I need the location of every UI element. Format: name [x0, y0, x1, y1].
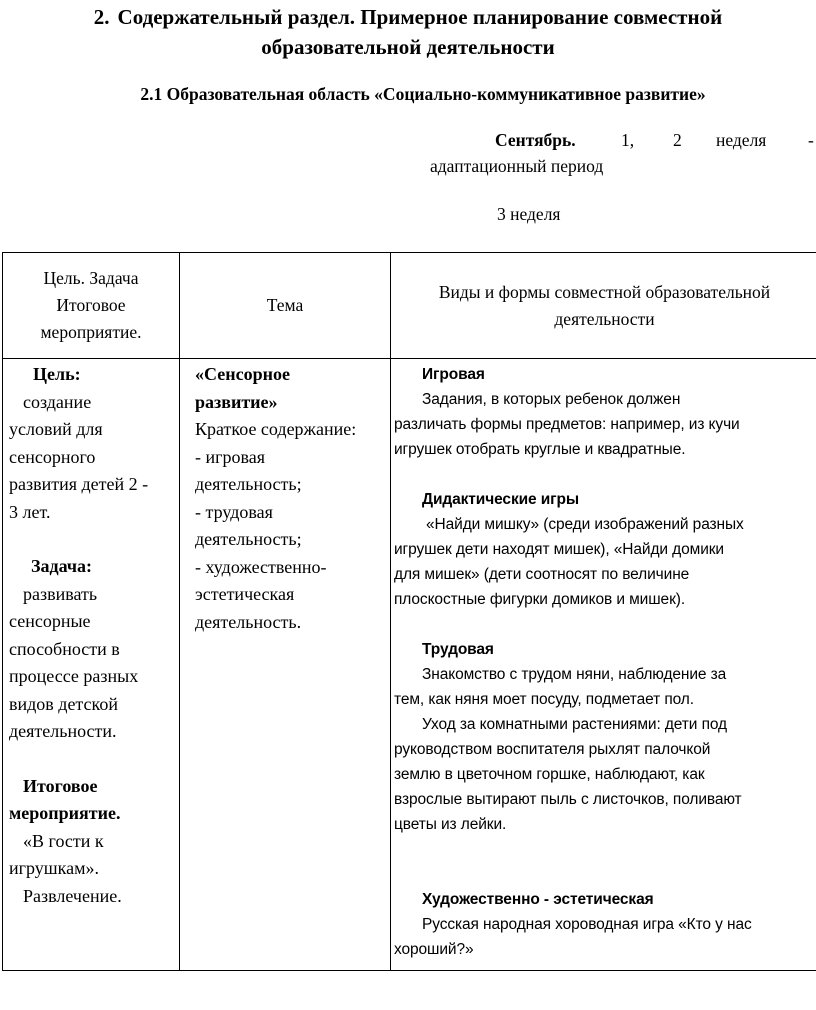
task-line: способности в	[9, 638, 120, 659]
labor-line: взрослые вытирают пыль с листочков, поливают	[394, 791, 742, 808]
table-row	[3, 359, 816, 971]
game-line: игрушек отобрать круглые и квадратные.	[394, 441, 686, 458]
period-week-word: неделя	[716, 130, 767, 150]
game-line: различать формы предметов: например, из кучи	[394, 416, 740, 433]
didactic-line: плоскостные фигурки домиков и мишек).	[394, 591, 686, 608]
art-line: хороший?»	[394, 941, 474, 958]
heading-number: 2.	[93, 5, 110, 29]
goal-line: 3 лет.	[9, 501, 51, 522]
header-col3-line1: Виды и формы совместной образовательной	[438, 281, 771, 302]
theme-line: деятельность.	[195, 611, 302, 632]
goal-line: создание	[23, 391, 92, 412]
header-activity-forms	[391, 253, 816, 359]
week-3-label: 3 неделя	[497, 204, 561, 224]
labor-line: руководством воспитателя рыхлят палочкой	[394, 741, 711, 758]
labor-line: цветы из лейки.	[394, 816, 507, 833]
header-col1-line2: Итоговое	[56, 295, 126, 315]
header-col2-text: Тема	[266, 295, 304, 316]
activity-forms-cell	[391, 359, 816, 971]
task-line: деятельности.	[9, 721, 117, 741]
task-line: процессе разных	[9, 666, 139, 686]
goal-line: условий для	[9, 419, 103, 439]
goal-task-cell	[3, 359, 180, 971]
final-label-line1: Итоговое	[23, 775, 98, 796]
theme-title-line2: развитие»	[195, 391, 278, 412]
game-label: Игровая	[422, 366, 485, 383]
theme-cell	[180, 359, 391, 971]
goal-line: развития детей 2 -	[9, 474, 149, 494]
didactic-line: «Найди мишку» (среди изображений разных	[426, 516, 744, 533]
theme-line: деятельность;	[195, 474, 302, 494]
header-col3-line2: деятельности	[554, 308, 655, 329]
section-subheading: 2.1 Образовательная область «Социально-коммуникативное развитие»	[140, 84, 706, 104]
labor-line: тем, как няня моет посуду, подметает пол.	[394, 691, 694, 708]
didactic-line: для мишек» (дети соотносят по величине	[394, 566, 690, 583]
theme-line: - трудовая	[195, 501, 273, 522]
labor-line: Уход за комнатными растениями: дети под	[422, 716, 727, 733]
table-header-row	[3, 253, 816, 359]
labor-line: землю в цветочном горшке, наблюдают, как	[394, 766, 705, 783]
final-line: «В гости к	[23, 830, 104, 851]
header-theme	[180, 253, 391, 359]
heading-line-1	[0, 2, 816, 32]
goal-label: Цель:	[33, 364, 81, 384]
period-dash: -	[808, 130, 814, 150]
header-goal-task	[3, 253, 180, 359]
theme-line: - игровая	[195, 446, 266, 467]
period-month: Сентябрь.	[495, 130, 576, 150]
task-line: развивать	[23, 583, 98, 604]
period-num1: 1,	[621, 130, 635, 150]
task-label: Задача:	[31, 556, 93, 576]
theme-title-line1: «Сенсорное	[195, 364, 290, 384]
art-line: Русская народная хороводная игра «Кто у нас	[422, 916, 752, 933]
theme-line: деятельность;	[195, 529, 302, 549]
task-line: видов детской	[9, 693, 118, 714]
labor-label: Трудовая	[422, 641, 494, 658]
didactic-label: Дидактические игры	[422, 491, 580, 508]
adaptation-period: адаптационный период	[430, 156, 604, 176]
task-line: сенсорные	[9, 611, 91, 631]
labor-line: Знакомство с трудом няни, наблюдение за	[422, 666, 727, 683]
final-line: Развлечение.	[23, 885, 122, 906]
heading-line-1-text: Содержательный раздел. Примерное планирование совместной	[117, 5, 723, 29]
game-line: Задания, в которых ребенок должен	[422, 391, 681, 408]
period-num2: 2	[673, 130, 682, 150]
planning-table	[2, 252, 816, 971]
header-col1-line3: мероприятие.	[40, 322, 142, 342]
theme-line: Краткое содержание:	[195, 419, 357, 439]
didactic-line: игрушек дети находят мишек), «Найди домики	[394, 541, 724, 558]
final-line: игрушкам».	[9, 858, 99, 878]
theme-line: - художественно-	[195, 556, 327, 577]
heading-line-2: образовательной деятельности	[261, 35, 555, 59]
final-label-line2: мероприятие.	[9, 803, 121, 823]
art-label: Художественно - эстетическая	[422, 891, 654, 908]
goal-line: сенсорного	[9, 446, 96, 467]
theme-line: эстетическая	[195, 584, 295, 604]
page-heading	[0, 2, 816, 62]
header-col1-line1: Цель. Задача	[43, 268, 139, 288]
